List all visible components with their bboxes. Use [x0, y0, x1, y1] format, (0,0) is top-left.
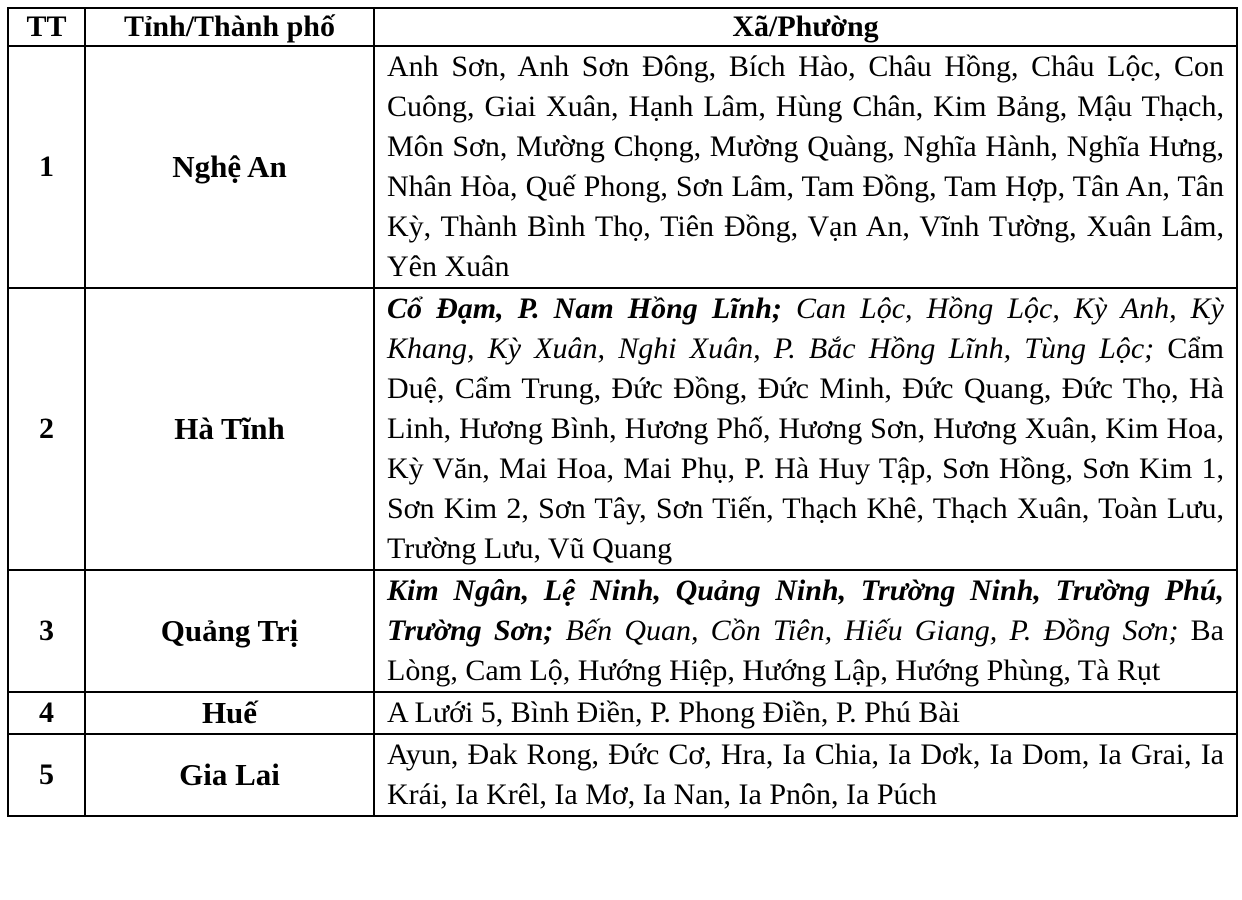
- commune-list: [374, 692, 1237, 734]
- commune-list: [374, 734, 1237, 816]
- commune-table: [7, 7, 1238, 817]
- table-row: [8, 692, 1237, 734]
- communes-plain: Ayun, Đak Rong, Đức Cơ, Hra, Ia Chia, Ia Dơk, Ia Dom, Ia Grai, Ia Krái, Ia Krêl, Ia Mơ, Ia Nan, Ia Pnôn, Ia Púch: [387, 738, 1224, 811]
- commune-list: [374, 46, 1237, 288]
- table-row: [8, 734, 1237, 816]
- communes-bold-italic: Cổ Đạm, P. Nam Hồng Lĩnh;: [387, 292, 782, 325]
- table-row: [8, 288, 1237, 570]
- province-name: Quảng Trị: [85, 570, 374, 692]
- header-province: Tỉnh/Thành phố: [85, 8, 374, 46]
- header-tt: TT: [8, 8, 85, 46]
- commune-list: [374, 288, 1237, 570]
- communes-italic: Can Lộc, Hồng Lộc, Kỳ Anh, Kỳ Khang, Kỳ Xuân, Nghi Xuân, P. Bắc Hồng Lĩnh, Tùng Lộc;: [387, 292, 1224, 365]
- row-number: 1: [8, 46, 85, 288]
- province-name: Nghệ An: [85, 46, 374, 288]
- communes-italic: Bến Quan, Cồn Tiên, Hiếu Giang, P. Đồng Sơn;: [553, 614, 1179, 647]
- communes-plain: Anh Sơn, Anh Sơn Đông, Bích Hào, Châu Hồng, Châu Lộc, Con Cuông, Giai Xuân, Hạnh Lâm, Hùng Chân, Kim Bảng, Mậu Thạch, Môn Sơn, Mường Chọng, Mường Quàng, Nghĩa Hành, Nghĩa Hưng, Nhân Hòa, Quế Phong, Sơn Lâm, Tam Đồng, Tam Hợp, Tân An, Tân Kỳ, Thành Bình Thọ, Tiên Đồng, Vạn An, Vĩnh Tường, Xuân Lâm, Yên Xuân: [387, 50, 1224, 283]
- commune-list: [374, 570, 1237, 692]
- table-row: [8, 570, 1237, 692]
- province-name: Gia Lai: [85, 734, 374, 816]
- row-number: 3: [8, 570, 85, 692]
- row-number: 5: [8, 734, 85, 816]
- province-name: Hà Tĩnh: [85, 288, 374, 570]
- communes-plain: A Lưới 5, Bình Điền, P. Phong Điền, P. Phú Bài: [387, 696, 961, 729]
- row-number: 2: [8, 288, 85, 570]
- communes-plain: Ba Lòng, Cam Lộ, Hướng Hiệp, Hướng Lập, Hướng Phùng, Tà Rụt: [387, 614, 1225, 687]
- province-name: Huế: [85, 692, 374, 734]
- table-row: [8, 46, 1237, 288]
- header-row: [8, 8, 1237, 46]
- header-communes: Xã/Phường: [374, 8, 1237, 46]
- communes-bold-italic: Kim Ngân, Lệ Ninh, Quảng Ninh, Trường Ninh, Trường Phú, Trường Sơn;: [387, 574, 1224, 647]
- row-number: 4: [8, 692, 85, 734]
- communes-plain: Cẩm Duệ, Cẩm Trung, Đức Đồng, Đức Minh, Đức Quang, Đức Thọ, Hà Linh, Hương Bình, Hương Phố, Hương Sơn, Hương Xuân, Kim Hoa, Kỳ Văn, Mai Hoa, Mai Phụ, P. Hà Huy Tập, Sơn Hồng, Sơn Kim 1, Sơn Kim 2, Sơn Tây, Sơn Tiến, Thạch Khê, Thạch Xuân, Toàn Lưu, Trường Lưu, Vũ Quang: [387, 332, 1224, 565]
